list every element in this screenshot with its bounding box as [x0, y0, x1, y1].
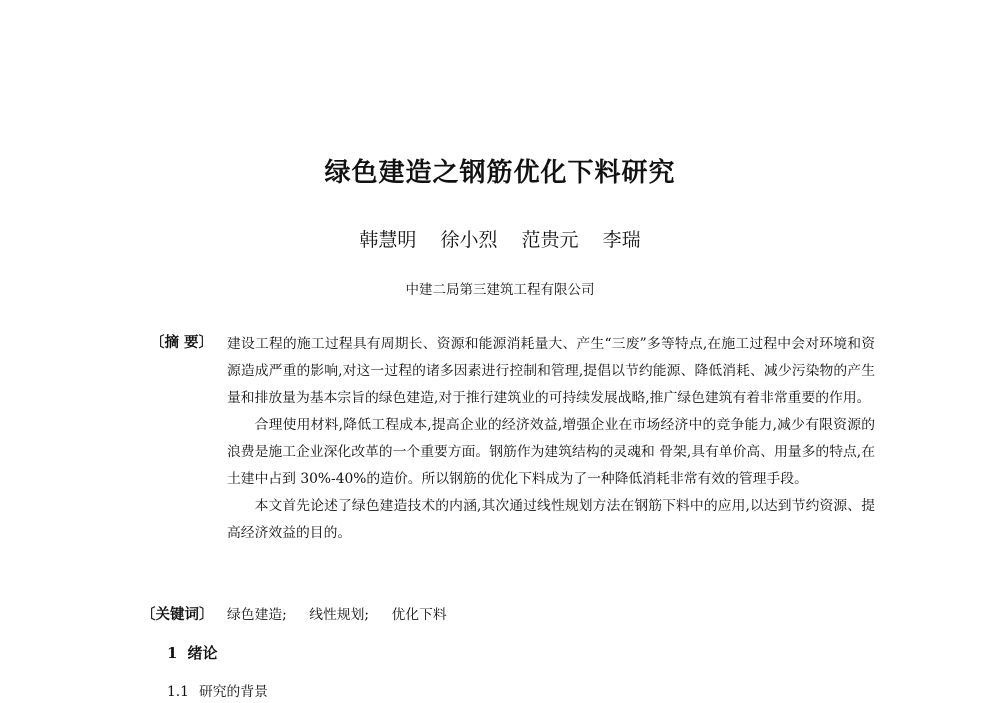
- keyword: 优化下料: [391, 607, 447, 623]
- paper-title: 绿色建造之钢筋优化下料研究: [324, 158, 676, 188]
- subsection-title: 研究的背景: [198, 684, 268, 700]
- abstract-body: [227, 331, 875, 547]
- abstract-paragraph: 建设工程的施工过程具有周期长、资源和能源消耗量大、产生“三废”多等特点,在施工过程中会对环境和资源造成严重的影响,对这一过程的诸多因素进行控制和管理,提倡以节约能源、降低消耗、减少污染物的产生量和排放量为基本宗旨的绿色建造,对于推行建筑业的可持续发展战略,推广绿色建筑有着非常重要的作用。: [227, 336, 875, 406]
- section-title: 绪论: [187, 644, 218, 662]
- author-name: 韩慧明: [359, 229, 417, 251]
- abstract-label: 〔摘 要〕: [150, 334, 214, 351]
- section-number: 1: [167, 644, 178, 662]
- subsection-heading: [167, 680, 268, 700]
- author-name: 范贵元: [521, 229, 579, 251]
- author-name: 徐小烈: [440, 229, 498, 251]
- abstract-paragraph: 合理使用材料,降低工程成本,提高企业的经济效益,增强企业在市场经济中的竞争能力,减少有限资源的浪费是施工企业深化改革的一个重要方面。钢筋作为建筑结构的灵魂和 骨架,具有单价高、用量多的特点,在土建中占到 30%-40%的造价。所以钢筋的优化下料成为了一种降低消耗非常有效的管理手段。: [227, 417, 875, 487]
- section-heading: [167, 642, 217, 663]
- keyword: 线性规划;: [309, 607, 370, 623]
- abstract-paragraph: 本文首先论述了绿色建造技术的内涵,其次通过线性规划方法在钢筋下料中的应用,以达到节约资源、提高经济效益的目的。: [227, 498, 875, 541]
- subsection-number: 1.1: [167, 684, 189, 700]
- author-list: [0, 225, 1000, 252]
- keywords-label: 〔关键词〕: [141, 606, 214, 623]
- affiliation: 中建二局第三建筑工程有限公司: [405, 282, 595, 298]
- keywords-list: [227, 603, 465, 623]
- keyword: 绿色建造;: [227, 607, 287, 623]
- author-name: 李瑞: [602, 229, 641, 251]
